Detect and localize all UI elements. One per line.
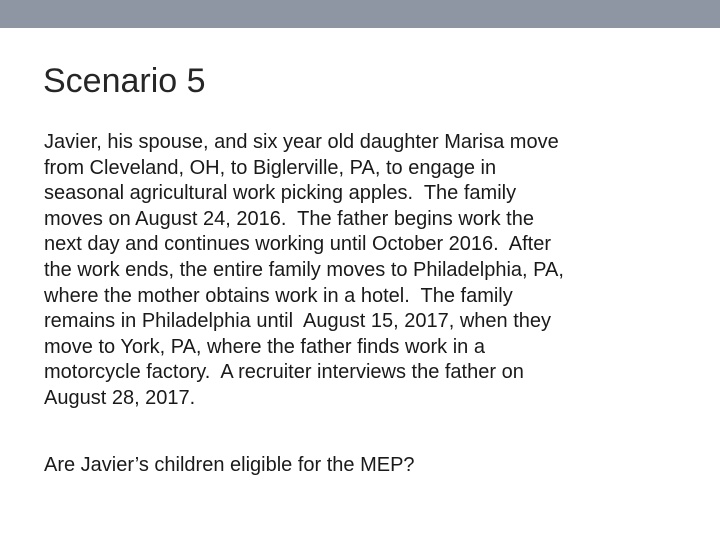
scenario-paragraph	[44, 130, 704, 412]
paragraph-line: next day and continues working until October 2016. After	[44, 233, 551, 256]
top-bar	[0, 0, 720, 28]
paragraph-line: where the mother obtains work in a hotel. The family	[44, 284, 513, 307]
paragraph-line: motorcycle factory. A recruiter interviews the father on	[44, 361, 524, 384]
paragraph-line: Javier, his spouse, and six year old daughter Marisa move	[44, 131, 559, 153]
paragraph-line: moves on August 24, 2016. The father begins work the	[44, 207, 534, 230]
paragraph-line: remains in Philadelphia until August 15, 2017, when they	[44, 310, 552, 333]
paragraph-line: from Cleveland, OH, to Biglerville, PA, to engage in	[44, 156, 497, 179]
eligibility-question: Are Javier’s children eligible for the MEP?	[44, 454, 415, 476]
slide-title: Scenario 5	[43, 62, 206, 100]
paragraph-line: August 28, 2017.	[44, 386, 196, 409]
paragraph-line: move to York, PA, where the father finds work in a	[44, 335, 485, 358]
paragraph-line: the work ends, the entire family moves to Philadelphia, PA,	[44, 258, 564, 281]
paragraph-line: seasonal agricultural work picking apples. The family	[44, 182, 517, 205]
